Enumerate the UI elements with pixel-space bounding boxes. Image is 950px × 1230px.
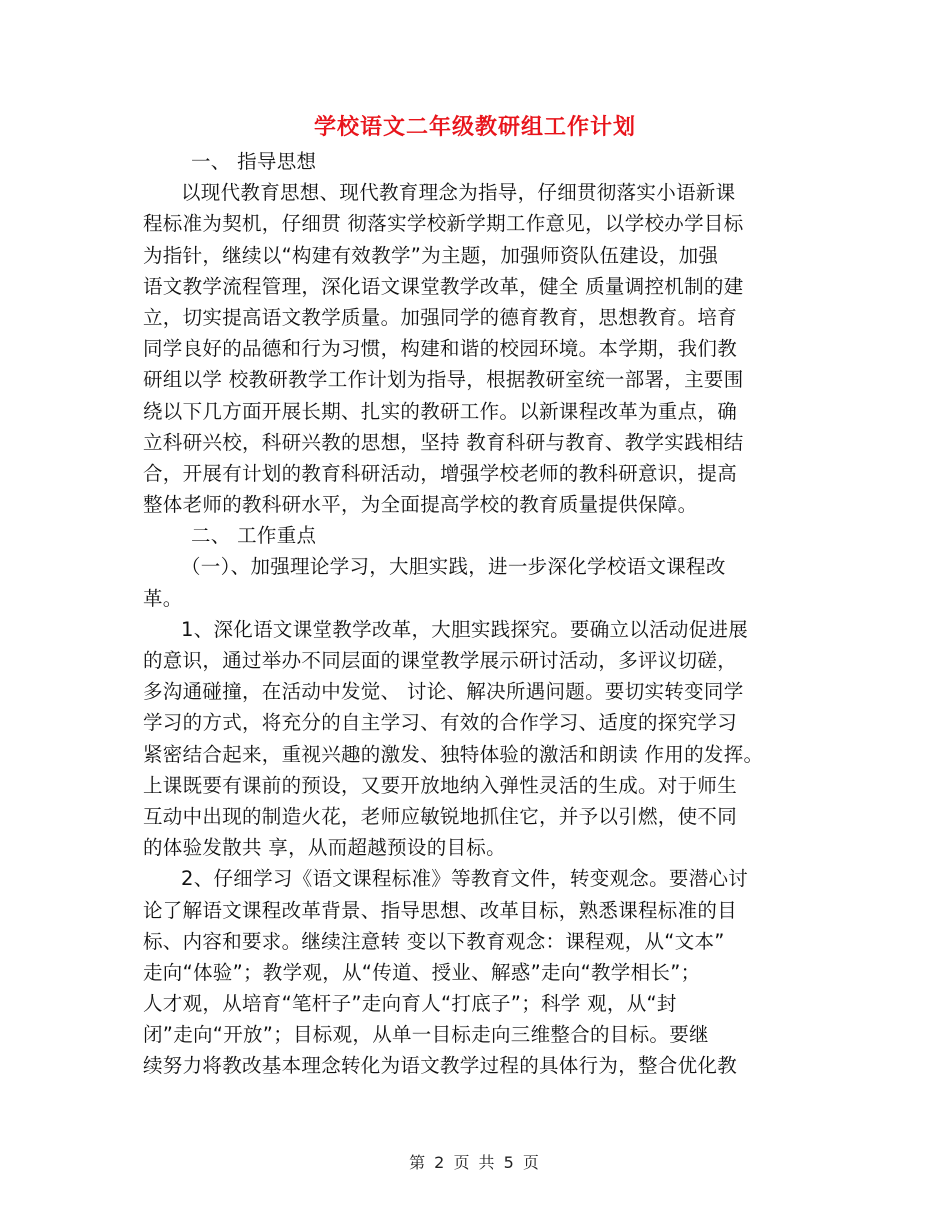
paragraph-line: 互动中出现的制造火花，老师应敏锐地抓住它，并予以引燃，使不同 <box>143 804 738 828</box>
paragraph-line: 多沟通碰撞，在活动中发觉、 讨论、解决所遇问题。要切实转变同学 <box>143 680 744 704</box>
paragraph-line: 研组以学 校教研教学工作计划为指导，根据教研室统一部署，主要围 <box>143 368 744 392</box>
paragraph-line: 语文教学流程管理，深化语文课堂教学改革，健全 质量调控机制的建 <box>143 274 744 298</box>
paragraph-line: 同学良好的品德和行为习惯，构建和谐的校园环境。本学期，我们教 <box>143 337 738 361</box>
paragraph-line: 续努力将教改基本理念转化为语文教学过程的具体行为，整合优化教 <box>143 1054 738 1078</box>
heading-guiding-ideology: 一、 指导思想 <box>191 150 317 173</box>
paragraph-line: 2、仔细学习《语文课程标准》等教育文件，转变观念。要潜心讨 <box>181 867 749 891</box>
paragraph-line: 1、深化语文课堂教学改革，大胆实践探究。要确立以活动促进展 <box>181 617 749 641</box>
paragraph-line: 的意识，通过举办不同层面的课堂教学展示研讨活动，多评议切磋， <box>143 649 738 672</box>
paragraph-line: 以现代教育思想、现代教育理念为指导，仔细贯彻落实小语新课 <box>181 181 736 205</box>
page-number-footer: 第 2 页 共 5 页 <box>409 1153 541 1172</box>
paragraph-line: 走向“体验”；教学观，从“传道、授业、解惑”走向“教学相长”； <box>143 960 701 984</box>
paragraph-line: 为指针，继续以“构建有效教学”为主题，加强师资队伍建设，加强 <box>143 243 719 267</box>
paragraph-line: （一）、加强理论学习，大胆实践，进一步深化学校语文课程改 <box>181 555 726 579</box>
paragraph-line: 的体验发散共 享，从而超越预设的目标。 <box>143 836 506 860</box>
paragraph-line: 上课既要有课前的预设，又要开放地纳入弹性灵活的生成。对于师生 <box>143 773 738 797</box>
paragraph-line: 合，开展有计划的教育科研活动，增强学校老师的教科研意识，提高 <box>143 461 738 485</box>
paragraph-line: 学习的方式，将充分的自主学习、有效的合作学习、适度的探究学习 <box>143 711 738 735</box>
paragraph-line: 闭”走向“开放”；目标观，从单一目标走向三维整合的目标。要继 <box>143 1023 709 1047</box>
paragraph-line: 革。 <box>143 586 183 610</box>
paragraph-line: 紧密结合起来，重视兴趣的激发、独特体验的激活和朗读 作用的发挥。 <box>143 742 764 766</box>
paragraph-line: 立科研兴校，科研兴教的思想，坚持 教育科研与教育、教学实践相结 <box>143 430 744 454</box>
paragraph-line: 整体老师的教科研水平，为全面提高学校的教育质量提供保障。 <box>143 493 698 517</box>
heading-work-focus: 二、 工作重点 <box>191 524 317 548</box>
paragraph-line: 立，切实提高语文教学质量。加强同学的德育教育，思想教育。培育 <box>143 305 738 329</box>
paragraph-line: 人才观，从培育“笔杆子”走向育人“打底子”；科学 观，从“封 <box>143 992 677 1016</box>
document-title: 学校语文二年级教研组工作计划 <box>313 114 636 140</box>
paragraph-line: 程标准为契机，仔细贯 彻落实学校新学期工作意见，以学校办学目标 <box>143 212 744 236</box>
document-body <box>143 146 823 1082</box>
paragraph-line: 绕以下几方面开展长期、扎实的教研工作。以新课程改革为重点，确 <box>143 399 738 423</box>
paragraph-line: 论了解语文课程改革背景、指导思想、改革目标，熟悉课程标准的目 <box>143 898 738 922</box>
paragraph-line: 标、内容和要求。继续注意转 变以下教育观念：课程观，从“文本” <box>143 929 725 953</box>
